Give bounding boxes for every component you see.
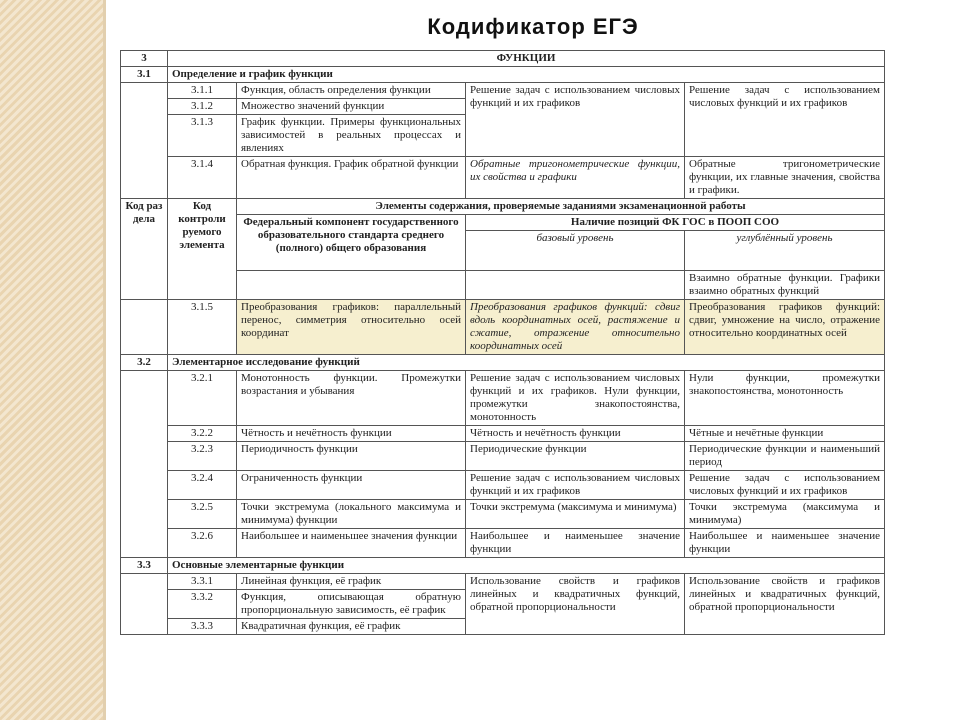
element-code: 3.3.2 xyxy=(168,590,237,619)
advanced-level-cell: Точки экстремума (максимума и минимума) xyxy=(685,500,885,529)
basic-level-cell: Решение задач с использованием числовых функций и их графиков xyxy=(466,471,685,500)
empty-cell xyxy=(466,271,685,300)
element-content: Множество значений функции xyxy=(237,99,466,115)
subsection-row xyxy=(121,67,885,83)
element-code: 3.2.4 xyxy=(168,471,237,500)
element-content: Ограниченность функции xyxy=(237,471,466,500)
table-row xyxy=(121,157,885,199)
advanced-level-cell: Взаимно обратные функции. Графики взаимно обратных функций xyxy=(685,271,885,300)
element-content: Чётность и нечётность функции xyxy=(237,426,466,442)
codifier-sheet xyxy=(120,50,884,710)
element-code: 3.3.3 xyxy=(168,619,237,635)
table-row xyxy=(121,300,885,355)
basic-level-cell: Преобразования графиков функций: сдвиг вдоль координатных осей, растяжение и сжатие, отражение относительно координатных осей xyxy=(466,300,685,355)
table-row xyxy=(121,371,885,426)
advanced-level-cell: Решение задач с использованием числовых функций и их графиков xyxy=(685,83,885,157)
empty-cell xyxy=(121,83,168,199)
section-title: ФУНКЦИИ xyxy=(168,51,885,67)
subsection-number: 3.1 xyxy=(121,67,168,83)
basic-level-cell: Решение задач с использованием числовых функций и их графиков xyxy=(466,83,685,157)
element-content: Точки экстремума (локального максимума и минимума) функции xyxy=(237,500,466,529)
table-row xyxy=(121,426,885,442)
empty-cell xyxy=(121,300,168,355)
element-content: Функция, описывающая обратную пропорциональную зависимость, её график xyxy=(237,590,466,619)
basic-level-cell: Периодические функции xyxy=(466,442,685,471)
element-code: 3.1.5 xyxy=(168,300,237,355)
table-row xyxy=(121,471,885,500)
subsection-title: Элементарное исследование функций xyxy=(168,355,885,371)
element-code: 3.1.3 xyxy=(168,115,237,157)
element-content: График функции. Примеры функциональных зависимостей в реальных процессах и явлениях xyxy=(237,115,466,157)
table-row xyxy=(121,83,885,99)
element-code: 3.2.5 xyxy=(168,500,237,529)
section-code-header: Код раз дела xyxy=(121,199,168,300)
element-content: Наибольшее и наименьшее значения функции xyxy=(237,529,466,558)
element-content: Обратная функция. График обратной функции xyxy=(237,157,466,199)
subsection-row xyxy=(121,355,885,371)
column-header-row xyxy=(121,199,885,215)
table-row xyxy=(121,500,885,529)
subsection-row xyxy=(121,558,885,574)
basic-level-cell: Точки экстремума (максимума и минимума) xyxy=(466,500,685,529)
basic-level-cell: Решение задач с использованием числовых функций и их графиков. Нули функции, промежутки знакопостоянства, монотонность xyxy=(466,371,685,426)
element-code: 3.1.1 xyxy=(168,83,237,99)
basic-level-cell: Использование свойств и графиков линейных и квадратичных функций, обратной пропорциональности xyxy=(466,574,685,635)
advanced-level-cell: Использование свойств и графиков линейных и квадратичных функций, обратной пропорциональности xyxy=(685,574,885,635)
element-code-header: Код контроли руемого элемента xyxy=(168,199,237,300)
basic-level-cell: Чётность и нечётность функции xyxy=(466,426,685,442)
element-code: 3.2.6 xyxy=(168,529,237,558)
element-content: Периодичность функции xyxy=(237,442,466,471)
element-content: Монотонность функции. Промежутки возрастания и убывания xyxy=(237,371,466,426)
advanced-level-cell: Преобразования графиков функций: сдвиг, умножение на число, отражение относительно координатных осей xyxy=(685,300,885,355)
page-title: Кодификатор ЕГЭ xyxy=(427,14,639,39)
elements-header: Элементы содержания, проверяемые заданиями экзаменационной работы xyxy=(237,199,885,215)
subsection-number: 3.2 xyxy=(121,355,168,371)
table-row xyxy=(121,51,885,67)
element-code: 3.2.2 xyxy=(168,426,237,442)
basic-level-cell: Наибольшее и наименьшее значение функции xyxy=(466,529,685,558)
advanced-level-cell: Наибольшее и наименьшее значение функции xyxy=(685,529,885,558)
basic-level-header: базовый уровень xyxy=(466,231,685,271)
table-row xyxy=(121,574,885,590)
table-row xyxy=(121,442,885,471)
empty-cell xyxy=(121,371,168,558)
codifier-table xyxy=(120,50,885,635)
advanced-level-cell: Обратные тригонометрические функции, их главные значения, свойства и графики. xyxy=(685,157,885,199)
advanced-level-header: углублённый уровень xyxy=(685,231,885,271)
element-content: Функция, область определения функции xyxy=(237,83,466,99)
federal-component-header: Федеральный компонент государственного образовательного стандарта среднего (полного) общего образования xyxy=(237,215,466,271)
table-row xyxy=(121,529,885,558)
element-content: Квадратичная функция, её график xyxy=(237,619,466,635)
subsection-title: Основные элементарные функции xyxy=(168,558,885,574)
fk-header: Наличие позиций ФК ГОС в ПООП СОО xyxy=(466,215,885,231)
element-content: Преобразования графиков: параллельный перенос, симметрия относительно осей координат xyxy=(237,300,466,355)
basic-level-cell: Обратные тригонометрические функции, их свойства и графики xyxy=(466,157,685,199)
section-number: 3 xyxy=(121,51,168,67)
advanced-level-cell: Решение задач с использованием числовых функций и их графиков xyxy=(685,471,885,500)
element-code: 3.2.3 xyxy=(168,442,237,471)
subsection-title: Определение и график функции xyxy=(168,67,885,83)
element-content: Линейная функция, её график xyxy=(237,574,466,590)
advanced-level-cell: Нули функции, промежутки знакопостоянства, монотонность xyxy=(685,371,885,426)
element-code: 3.1.2 xyxy=(168,99,237,115)
empty-cell xyxy=(237,271,466,300)
advanced-level-cell: Периодические функции и наименьший период xyxy=(685,442,885,471)
element-code: 3.3.1 xyxy=(168,574,237,590)
element-code: 3.1.4 xyxy=(168,157,237,199)
advanced-level-cell: Чётные и нечётные функции xyxy=(685,426,885,442)
stripe-edge xyxy=(103,0,106,720)
subsection-number: 3.3 xyxy=(121,558,168,574)
empty-cell xyxy=(121,574,168,635)
element-code: 3.2.1 xyxy=(168,371,237,426)
decorative-stripe xyxy=(0,0,103,720)
